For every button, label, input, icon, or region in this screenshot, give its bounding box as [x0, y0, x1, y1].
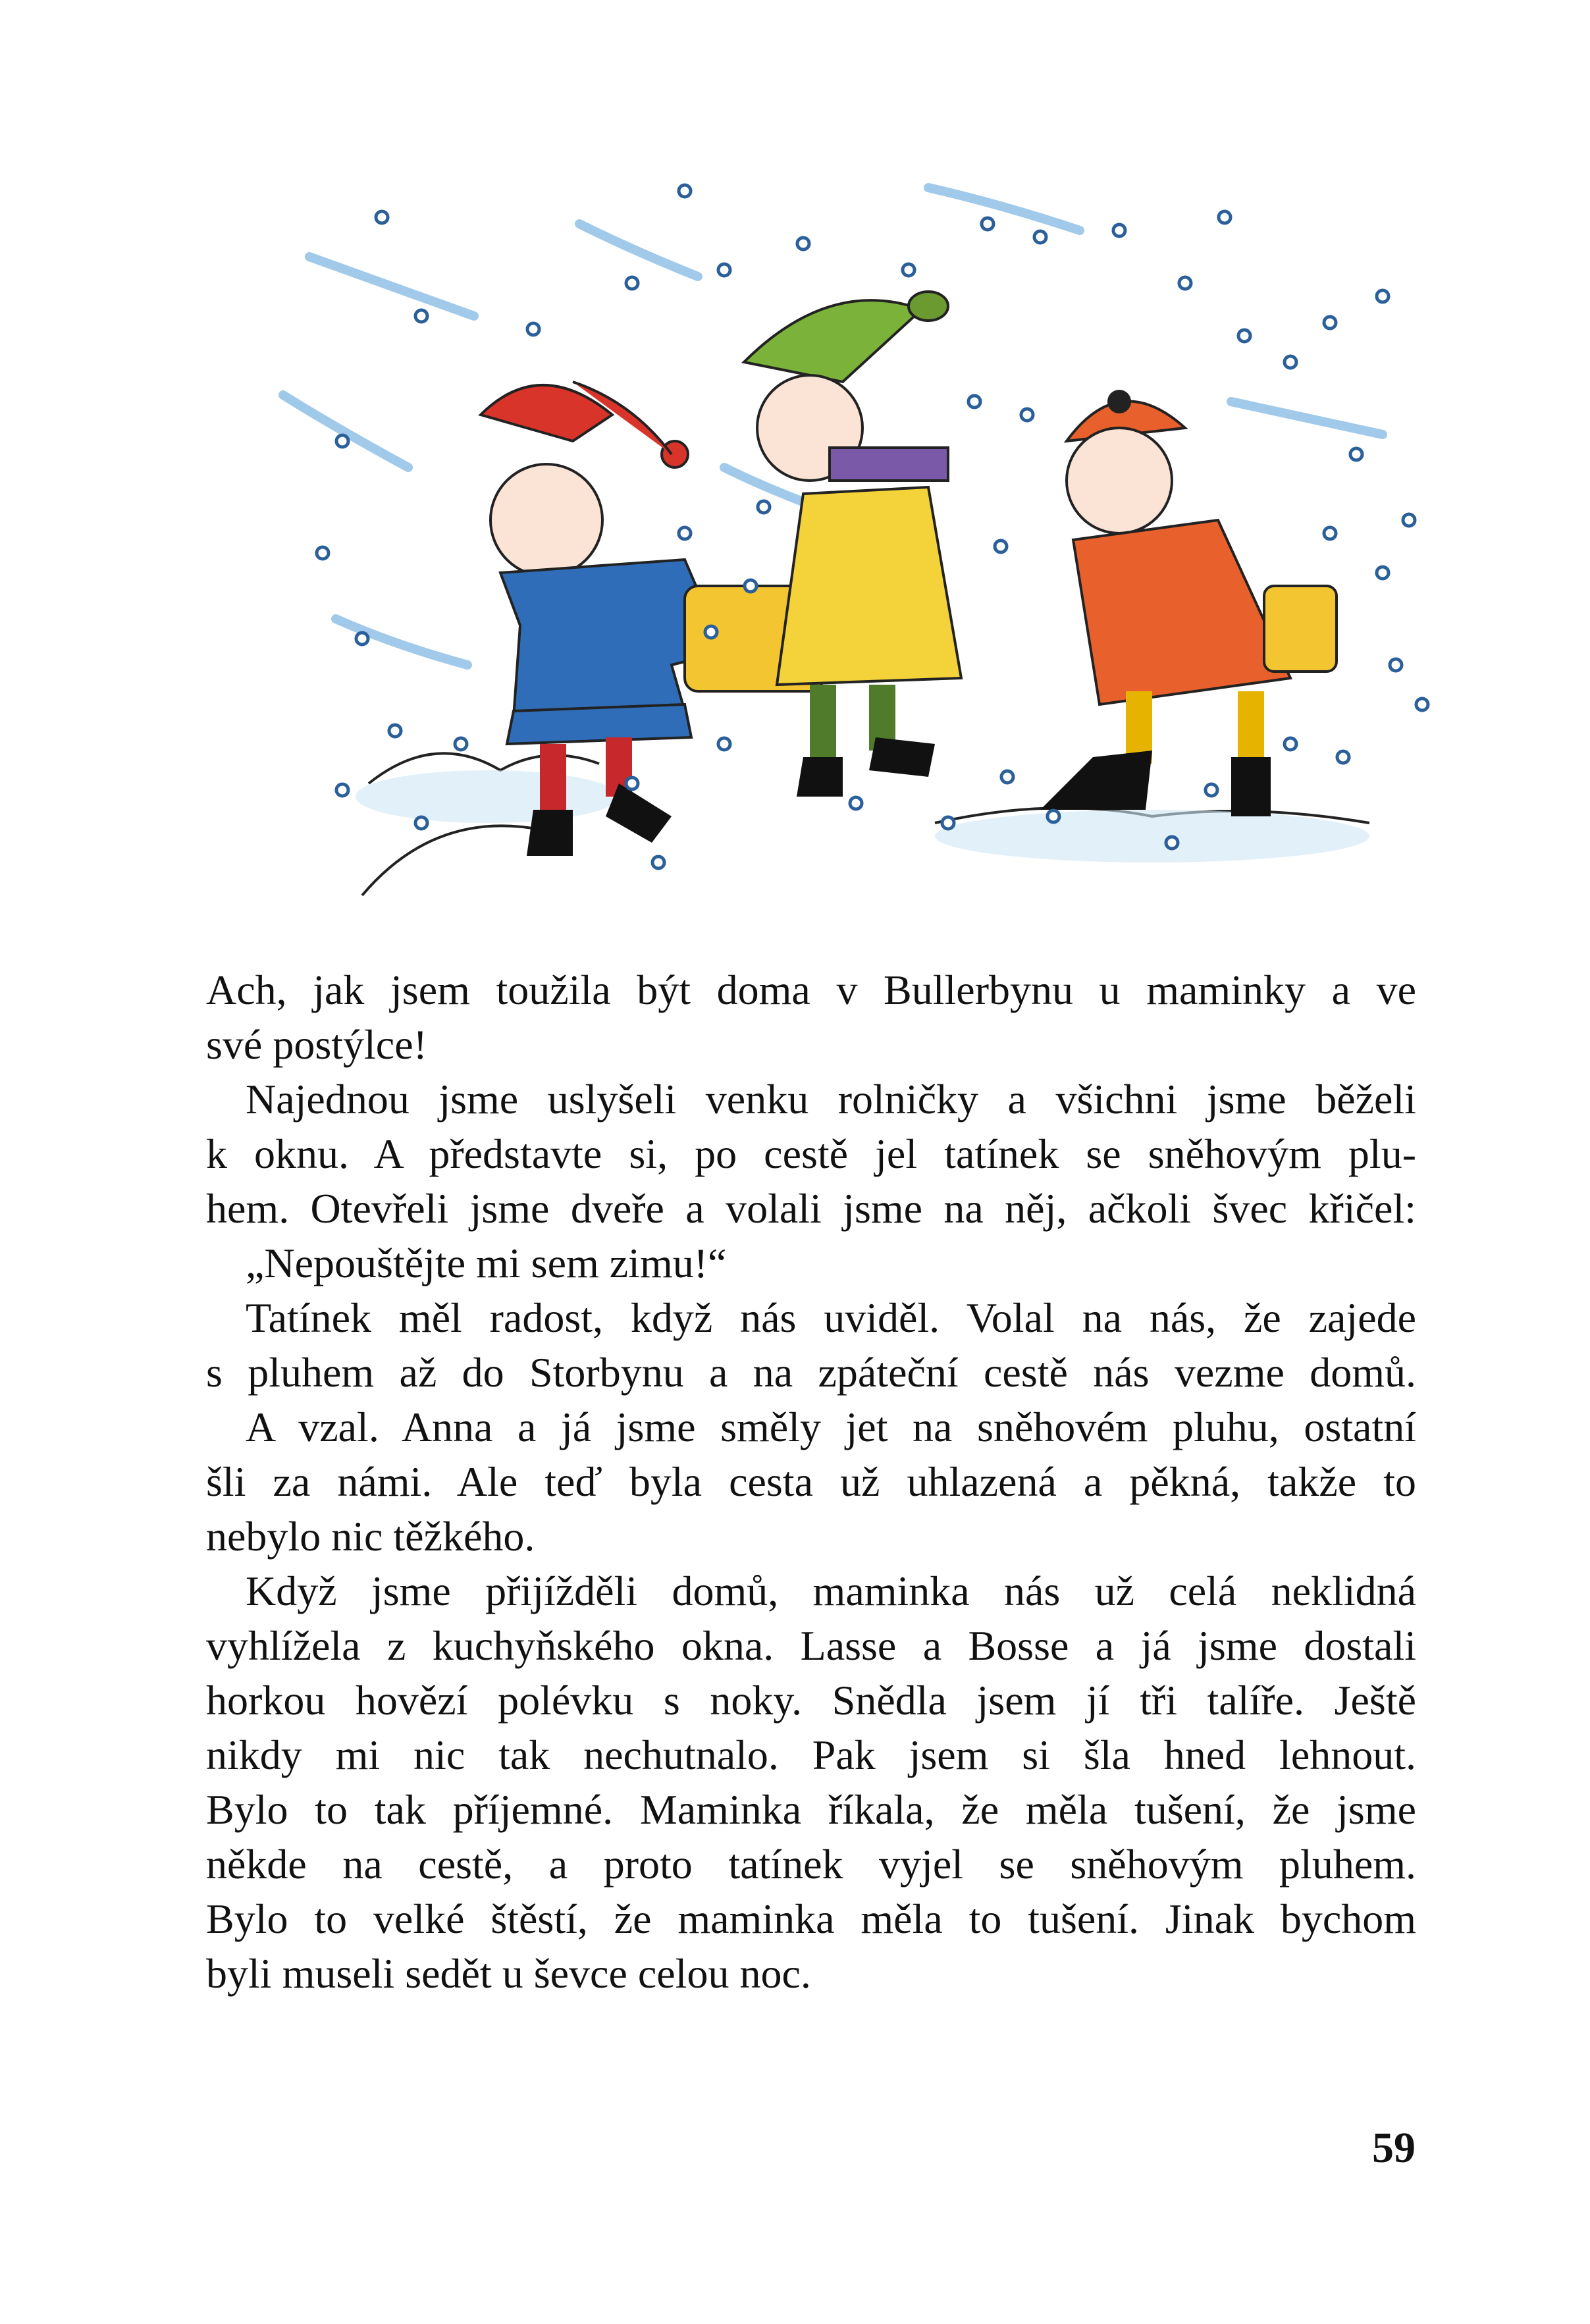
snowflake	[942, 817, 954, 829]
snowflake	[797, 238, 809, 250]
text-line: vyhlížela z kuchyňského okna. Lasse a Bosse a já jsme dostali	[206, 1622, 1416, 1669]
snowflake	[850, 797, 862, 809]
snowflake	[317, 547, 329, 559]
snowflake	[1179, 277, 1191, 289]
text-line: Ach, jak jsem toužila být doma v Bullerbynu u maminky a ve	[206, 966, 1416, 1013]
text-line: Najednou jsme uslyšeli venku rolničky a všichni jsme běželi	[246, 1076, 1416, 1122]
text-line: k oknu. A představte si, po cestě jel tatínek se sněhovým plu-	[206, 1130, 1416, 1177]
snowflake	[982, 218, 994, 230]
snowflake	[1416, 699, 1428, 710]
text-line: někde na cestě, a proto tatínek vyjel se sněhovým pluhem.	[206, 1841, 1416, 1888]
snowflake	[679, 185, 691, 197]
snowflake	[968, 396, 980, 408]
text-line: Bylo to velké štěstí, že maminka měla to tušení. Jinak bychom	[206, 1895, 1416, 1942]
snowflake	[1337, 751, 1349, 763]
snowflake	[1324, 527, 1336, 539]
snowflake	[376, 211, 388, 223]
snowflake	[415, 817, 427, 829]
snowflake	[336, 784, 348, 796]
text-line: byli museli sedět u ševce celou noc.	[206, 1950, 811, 1997]
text-line: horkou hovězí polévku s noky. Snědla jsem jí tři talíře. Ještě	[206, 1677, 1416, 1724]
child-yellow-coat	[744, 292, 961, 797]
child-orange-coat	[1040, 390, 1337, 816]
snowflake	[1285, 356, 1296, 368]
snowflake	[758, 501, 770, 513]
snowflake	[626, 778, 638, 789]
snowflake	[718, 738, 730, 750]
snowflake	[1324, 317, 1336, 329]
snowflake	[995, 541, 1007, 552]
snowflake	[652, 857, 664, 868]
snowflake	[626, 277, 638, 289]
snowflake	[903, 264, 914, 276]
text-line: s pluhem až do Storbynu a na zpáteční cestě nás vezme domů.	[206, 1349, 1416, 1396]
snowflake	[356, 633, 368, 645]
snowflake	[1219, 211, 1231, 223]
snowflake	[1390, 659, 1402, 671]
snowflake	[1285, 738, 1296, 750]
page-number: 59	[1372, 2124, 1416, 2172]
text-line: hem. Otevřeli jsme dveře a volali jsme na něj, ačkoli švec křičel:	[206, 1185, 1416, 1232]
snowflake	[1377, 290, 1389, 302]
snowflake	[718, 264, 730, 276]
text-line: Tatínek měl radost, když nás uviděl. Volal na nás, že zajede	[246, 1294, 1416, 1341]
text-line: A vzal. Anna a já jsme směly jet na sněhovém pluhu, ostatní	[246, 1404, 1416, 1450]
text-line: „Nepouštějte mi sem zimu!“	[246, 1240, 727, 1286]
text-line: Když jsme přijížděli domů, maminka nás už celá neklidná	[246, 1568, 1416, 1614]
text-line: šli za námi. Ale teď byla cesta už uhlazená a pěkná, takže to	[206, 1458, 1416, 1505]
body-text	[206, 963, 1416, 2001]
snowflake	[1047, 810, 1059, 822]
snowflake	[1113, 224, 1125, 236]
snowflake	[1403, 514, 1415, 526]
snowflake	[1166, 837, 1178, 849]
snowflake	[1021, 409, 1033, 421]
children-snowstorm-illustration	[263, 165, 1462, 909]
snowflake	[1377, 567, 1389, 579]
snowflake	[1206, 784, 1217, 796]
snowflake	[1034, 231, 1046, 243]
text-line: své postýlce!	[206, 1021, 427, 1068]
snowflake	[1001, 771, 1013, 783]
snowflake	[415, 310, 427, 322]
snowflake	[745, 580, 756, 592]
snowflake	[527, 323, 539, 335]
text-line: Bylo to tak příjemné. Maminka říkala, že měla tušení, že jsme	[206, 1786, 1416, 1833]
text-line: nikdy mi nic tak nechutnalo. Pak jsem si šla hned lehnout.	[206, 1731, 1416, 1778]
snowflake	[389, 725, 401, 737]
snowflake	[705, 626, 717, 638]
snowflake	[1350, 448, 1362, 460]
snowflake	[679, 527, 691, 539]
snowflake	[1238, 330, 1250, 342]
text-line: nebylo nic těžkého.	[206, 1513, 535, 1560]
snowflake	[455, 738, 467, 750]
snowflake	[336, 435, 348, 447]
